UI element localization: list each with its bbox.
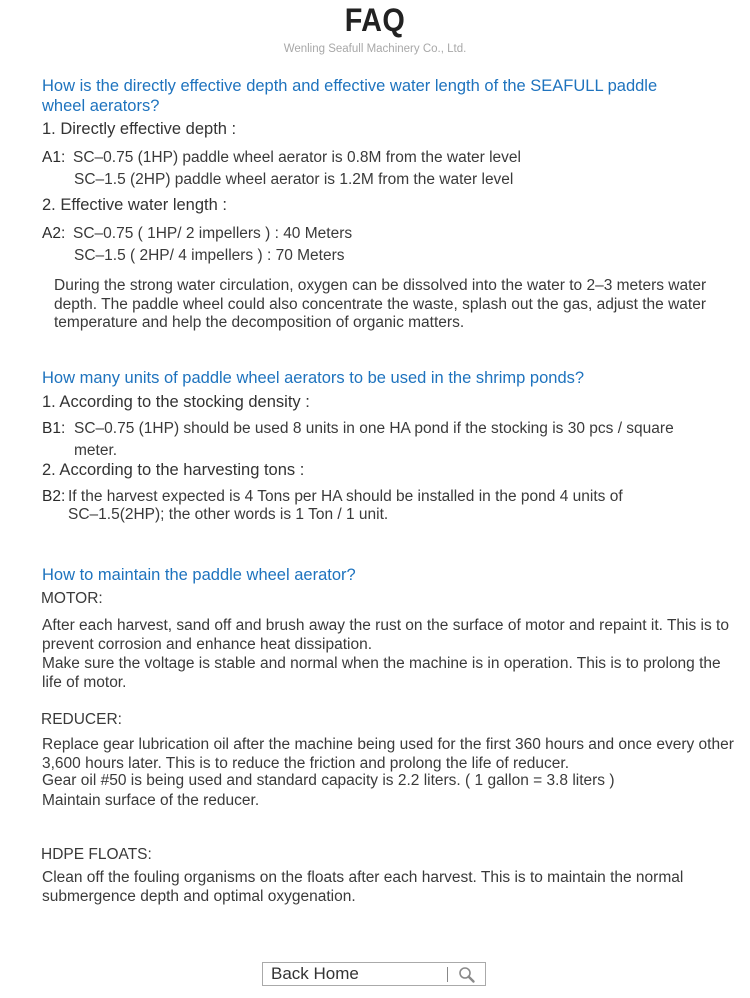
a2-line2: SC–1.5 ( 2HP/ 4 impellers ) : 70 Meters	[74, 247, 345, 264]
faq2-heading-stocking: 1. According to the stocking density :	[42, 393, 310, 411]
reducer-paragraph-2: Gear oil #50 is being used and standard capacity is 2.2 liters. ( 1 gallon = 3.8 liters )	[42, 772, 615, 789]
a1-line2: SC–1.5 (2HP) paddle wheel aerator is 1.2M from the water level	[74, 171, 514, 188]
faq2-heading-harvesting: 2. According to the harvesting tons :	[42, 461, 305, 479]
search-box	[262, 962, 486, 986]
faq1-question-line1: How is the directly effective depth and effective water length of the SEAFULL paddle	[42, 77, 658, 95]
faq1-question-line2: wheel aerators?	[42, 97, 160, 115]
b2-line1: If the harvest expected is 4 Tons per HA should be installed in the pond 4 units of	[68, 488, 623, 505]
floats-paragraph: Clean off the fouling organisms on the floats after each harvest. This is to maintain the normal submergence depth and optimal oxygenation.	[42, 869, 684, 905]
company-subtitle: Wenling Seafull Machinery Co., Ltd.	[283, 43, 467, 55]
a1-line1: SC–0.75 (1HP) paddle wheel aerator is 0.8M from the water level	[73, 149, 521, 166]
page-title: FAQ	[344, 2, 406, 38]
reducer-heading: REDUCER:	[41, 711, 122, 728]
a2-label: A2:	[42, 225, 66, 242]
motor-heading: MOTOR:	[41, 590, 103, 607]
faq1-heading-depth: 1. Directly effective depth :	[42, 120, 237, 138]
faq3-question: How to maintain the paddle wheel aerator?	[42, 566, 356, 584]
b1-line2: meter.	[74, 442, 118, 459]
search-button[interactable]	[453, 964, 483, 985]
search-input[interactable]	[263, 963, 448, 985]
reducer-paragraph-3: Maintain surface of the reducer.	[42, 792, 260, 809]
b2-line2: SC–1.5(2HP); the other words is 1 Ton / 1 unit.	[68, 506, 389, 523]
b2-label: B2:	[42, 488, 66, 505]
floats-heading: HDPE FLOATS:	[41, 846, 152, 863]
b1-line1: SC–0.75 (1HP) should be used 8 units in one HA pond if the stocking is 30 pcs / square	[74, 420, 674, 437]
reducer-paragraph-1: Replace gear lubrication oil after the machine being used for the first 360 hours and once every other 3,600 hours later. This is to reduce the friction and prolong the life of reducer.	[42, 736, 734, 772]
motor-paragraph-1: After each harvest, sand off and brush away the rust on the surface of motor and repaint it. This is to prevent corrosion and enhance heat dissipation.	[42, 617, 729, 653]
b1-label: B1:	[42, 420, 66, 437]
faq1-heading-length: 2. Effective water length :	[42, 196, 227, 214]
a1-label: A1:	[42, 149, 66, 166]
search-icon	[453, 964, 483, 985]
motor-paragraph-2: Make sure the voltage is stable and normal when the machine is in operation. This is to prolong the life of motor.	[42, 655, 721, 691]
a2-line1: SC–0.75 ( 1HP/ 2 impellers ) : 40 Meters	[73, 225, 353, 242]
faq1-note: During the strong water circulation, oxygen can be dissolved into the water to 2–3 meters water depth. The paddle wheel could also concentrate the waste, splash out the gas, adjust the water temperature and help the decomposition of organic matters.	[54, 277, 707, 331]
faq2-question: How many units of paddle wheel aerators to be used in the shrimp ponds?	[42, 369, 585, 387]
search-divider	[447, 967, 448, 982]
